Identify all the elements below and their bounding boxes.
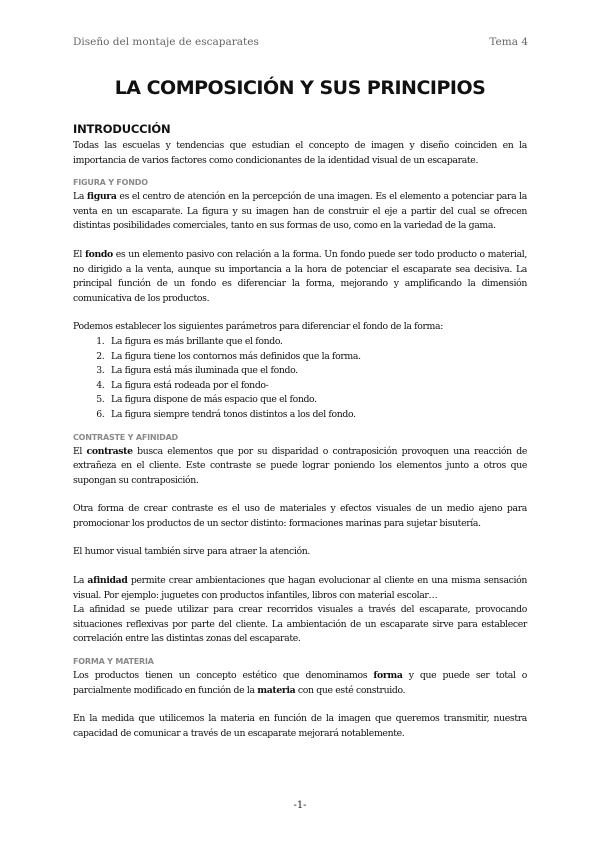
subheading-figura-fondo: FIGURA Y FONDO <box>73 178 148 188</box>
header-topic-number: Tema 4 <box>489 36 528 48</box>
term-contraste: contraste <box>86 445 133 457</box>
humor-paragraph: El humor visual también sirve para atraer la atención. <box>73 546 310 558</box>
page-header <box>73 36 528 50</box>
list-item: 3. La figura está más iluminada que el fondo. <box>107 364 527 379</box>
contraste-paragraph-2: Otra forma de crear contraste es el uso de materiales y efectos visuales de un medio ajeno para promocionar los productos de un sector distinto: formaciones marinas para sujetar bisutería. <box>73 503 527 529</box>
figura-paragraph: La figura es el centro de atención en la percepción de una imagen. Es el elemento a potenciar para la venta en un escaparate. La figura y su imagen han de construir el eje a partir del cual se ofrecen distintas posibilidades comerciales, tanto en sus formas de uso, como en la variedad de la gama. <box>73 191 527 232</box>
term-materia: materia <box>257 684 296 696</box>
afinidad-paragraph-2: La afinidad se puede utilizar para crear recorridos visuales a través del escaparate, provocando situaciones reflexivas por parte del cliente. La ambientación de un escaparate sirve para establecer correlación entre las distintas zonas del escaparate. <box>73 604 527 645</box>
header-course-title: Diseño del montaje de escaparates <box>73 36 259 48</box>
forma-paragraph: Los productos tienen un concepto estético que denominamos forma y que puede ser total o parcialmente modificado en función de la materia con que esté construido. <box>73 670 527 696</box>
materia-paragraph: En la medida que utilicemos la materia en función de la imagen que queremos transmitir, nuestra capacidad de comunicar a través de un escaparate mejorará notablemente. <box>73 713 527 739</box>
term-figura: figura <box>86 191 117 203</box>
subheading-forma-materia: FORMA Y MATERIA <box>73 657 154 667</box>
term-fondo: fondo <box>84 248 113 260</box>
list-item: 5. La figura dispone de más espacio que el fondo. <box>107 393 527 408</box>
list-item: 2. La figura tiene los contornos más definidos que la forma. <box>107 350 527 365</box>
afinidad-paragraph: La afinidad permite crear ambientaciones que hagan evolucionar al cliente en una misma sensación visual. Por ejemplo: juguetes con productos infantiles, libros con material escolar… <box>73 575 528 601</box>
contraste-paragraph: El contraste busca elementos que por su disparidad o contraposición provoquen una reacción de extrañeza en el cliente. Este contraste se puede lograr poniendo los elementos junto a otros que supongan su contraposición. <box>73 445 528 486</box>
intro-paragraph: Todas las escuelas y tendencias que estudian el concepto de imagen y diseño coinciden en la importancia de varios factores como condicionantes de la identidad visual de un escaparate. <box>73 140 527 166</box>
fondo-paragraph: El fondo es un elemento pasivo con relación a la forma. Un fondo puede ser todo producto o material, no dirigido a la venta, aunque su importancia a la hora de potenciar el escaparate sea decisiva. La principal función de un fondo es diferenciar la forma, mejorando y amplificando la dimensión comunicativa de los productos. <box>73 248 527 304</box>
document-body <box>73 122 527 741</box>
subheading-contraste-afinidad: CONTRASTE Y AFINIDAD <box>73 432 179 442</box>
list-intro: Podemos establecer los siguientes parámetros para diferenciar el fondo de la forma: <box>73 321 443 333</box>
page-number: -1- <box>293 800 307 811</box>
term-afinidad: afinidad <box>87 575 128 587</box>
list-item: 4. La figura está rodeada por el fondo- <box>107 379 527 394</box>
list-item: 6. La figura siempre tendrá tonos distintos a los del fondo. <box>107 408 527 423</box>
list-item: 1. La figura es más brillante que el fondo. <box>107 335 527 350</box>
term-forma: forma <box>373 670 403 682</box>
parameters-list <box>73 335 527 423</box>
section-heading-introduccion: INTRODUCCIÓN <box>73 122 171 136</box>
page-title: LA COMPOSICIÓN Y SUS PRINCIPIOS <box>114 77 486 99</box>
